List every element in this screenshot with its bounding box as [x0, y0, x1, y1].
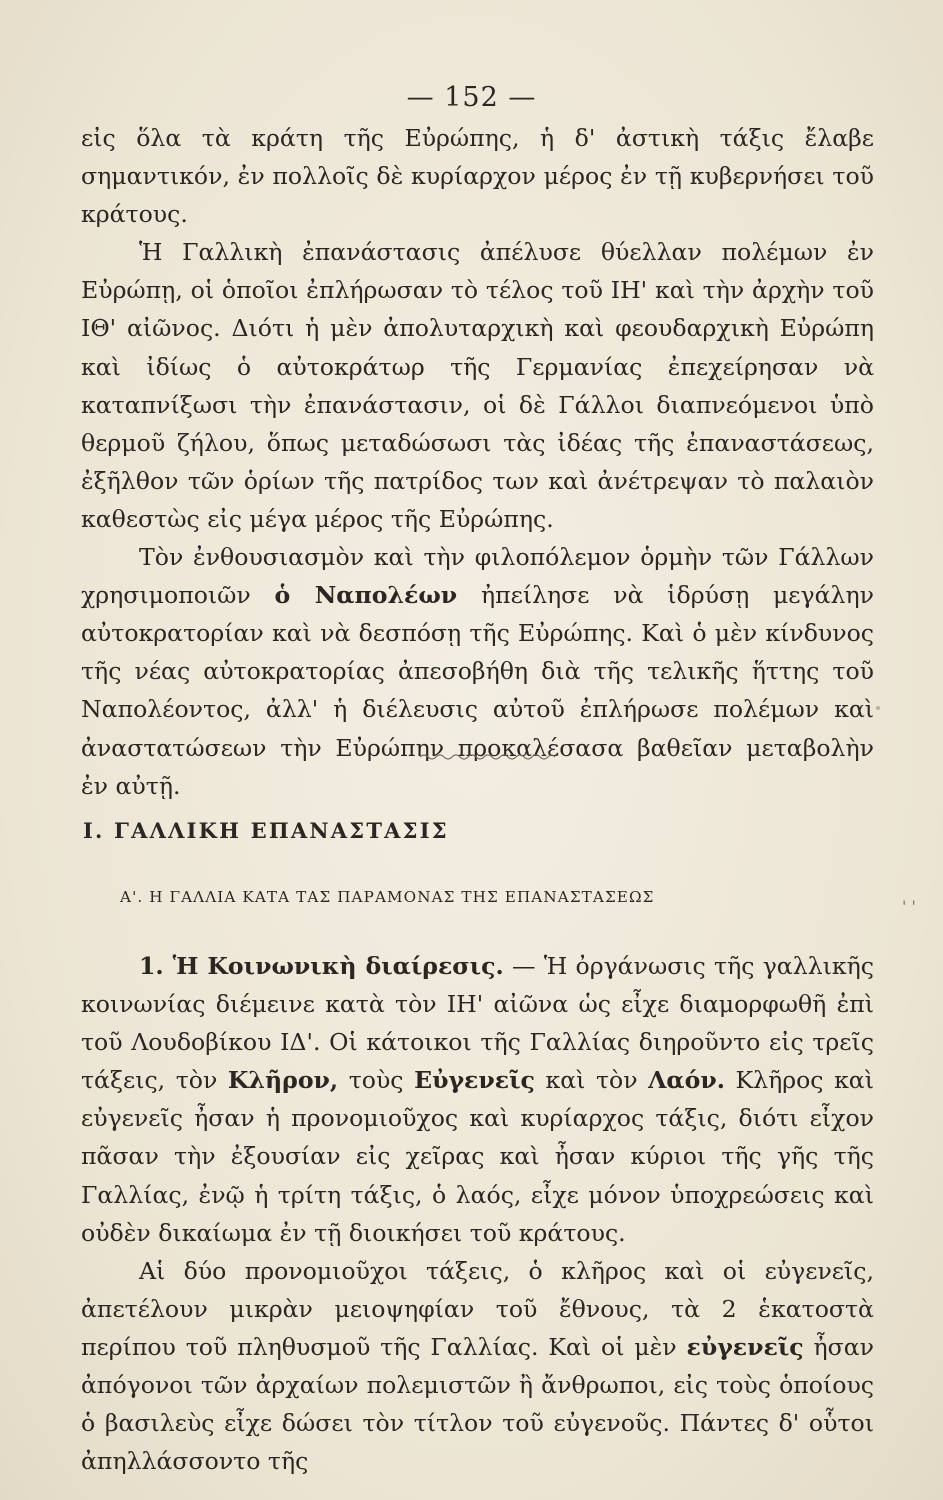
page-number: — 152 —: [406, 82, 537, 113]
paragraph-social-division: [81, 947, 874, 1252]
text-run: Κλῆρος καὶ εὐγενεῖς ἦσαν ἡ προνομιοῦχος καὶ κυρίαρχος τάξις, διότι εἶχον πᾶσαν τὴν ἐξουσίαν εἰς χεῖρας καὶ ἦσαν κύριοι τῆς γῆς τῆς Γαλλίας, ἐνῷ ἡ τρίτη τάξις, ὁ λαός, εἶχε μόνον ὑποχρεώσεις καὶ οὐδὲν δικαίωμα ἐν τῇ διοικήσει τοῦ κράτους.: [81, 1066, 874, 1247]
bold-term: Λαόν.: [648, 1066, 725, 1095]
paragraph-privileged-classes: [81, 1252, 874, 1481]
ink-dot: [876, 706, 880, 710]
text-run: ἠπείλησε νὰ ἱδρύσῃ μεγάλην αὐτοκρατορίαν καὶ νὰ δεσπόσῃ τῆς Εὐρώπης. Καὶ ὁ μὲν κίνδυνος τῆς νέας αὐτοκρατορίας ἀπεσοβήθη διὰ τῆς τελικῆς ἥττης τοῦ Ναπολέοντος, ἀλλ' ἡ διέλευσις αὐτοῦ ἐπλήρωσε πολέμων καὶ ἀναστατώσεων τὴν Εὐρώπην προκαλέσασα βαθεῖαν μεταβολὴν ἐν αὐτῇ.: [81, 581, 874, 800]
bold-term: 1. Ἡ Κοινωνικὴ διαίρεσις.: [139, 952, 504, 980]
text-run: Αἱ δύο προνομιοῦχοι τάξεις, ὁ κλῆρος καὶ οἱ εὐγενεῖς, ἀπετέλουν μικρὰν μειοψηφίαν τοῦ ἔθνους, τὰ 2 ἑκατοστὰ περίπου τοῦ πληθυσμοῦ τῆς Γαλλίας. Καὶ οἱ μὲν: [81, 1256, 874, 1361]
paragraph-3: [81, 538, 874, 805]
subsection-heading: Α'. Η ΓΑΛΛΙΑ ΚΑΤΑ ΤΑΣ ΠΑΡΑΜΟΝΑΣ ΤΗΣ ΕΠΑΝΑΣΤΑΣΕΩΣ: [120, 888, 655, 906]
bold-term: Κλῆρον,: [227, 1066, 339, 1095]
section-text-block: [81, 947, 874, 1480]
text-run: καὶ τὸν: [534, 1066, 649, 1095]
intro-text-block: [81, 119, 874, 805]
text-run: εἰς ὅλα τὰ κράτη τῆς Εὐρώπης, ἡ δ' ἀστικὴ τάξις ἔλαβε σημαντικόν, ἐν πολλοῖς δὲ κυρίαρχον μέρος ἐν τῇ κυβερνήσει τοῦ κράτους.: [81, 124, 874, 229]
paragraph-1: [81, 119, 874, 233]
bold-term: εὐγενεῖς: [686, 1332, 804, 1361]
wavy-divider: [420, 752, 555, 762]
text-run: ἦσαν ἀπόγονοι τῶν ἀρχαίων πολεμιστῶν ἢ ἄνθρωποι, εἰς τοὺς ὁποίους ὁ βασιλεὺς εἶχε δώσει τὸν τίτλον τοῦ εὐγενοῦς. Πάντες δ' οὗτοι ἀπηλλάσσοντο τῆς: [81, 1332, 874, 1476]
text-run: — Ἡ ὀργάνωσις τῆς γαλλικῆς κοινωνίας διέμεινε κατὰ τὸν ΙΗ' αἰῶνα ὡς εἶχε διαμορφωθῆ ἐπὶ τοῦ Λουδοβίκου ΙΔ'. Οἱ κάτοικοι τῆς Γαλλίας διηροῦντο εἰς τρεῖς τάξεις, τὸν: [81, 952, 874, 1095]
text-run: Τὸν ἐνθουσιασμὸν καὶ τὴν φιλοπόλεμον ὁρμὴν τῶν Γάλλων χρησιμοποιῶν: [81, 543, 874, 610]
text-run: Ἡ Γαλλικὴ ἐπανάστασις ἀπέλυσε θύελλαν πολέμων ἐν Εὐρώπῃ, οἱ ὁποῖοι ἐπλήρωσαν τὸ τέλος τοῦ ΙΗ' καὶ τὴν ἀρχὴν τοῦ ΙΘ' αἰῶνος. Διότι ἡ μὲν ἀπολυταρχικὴ καὶ φεουδαρχικὴ Εὐρώπη καὶ ἰδίως ὁ αὐτοκράτωρ τῆς Γερμανίας ἐπεχείρησαν νὰ καταπνίξωσι τὴν ἐπανάστασιν, οἱ δὲ Γάλλοι διαπνεόμενοι ὑπὸ θερμοῦ ζήλου, ὅπως μεταδώσωσι τὰς ἰδέας τῆς ἐπαναστάσεως, ἐξῆλθον τῶν ὁρίων τῆς πατρίδος των καὶ ἀνέτρεψαν τὸ παλαιὸν καθεστὼς εἰς μέγα μέρος τῆς Εὐρώπης.: [81, 238, 874, 533]
paragraph-2: [81, 233, 874, 538]
stray-mark: ' ': [902, 897, 916, 916]
section-heading: I. ΓΑΛΛΙΚΗ ΕΠΑΝΑΣΤΑΣΙΣ: [83, 818, 449, 843]
bold-term: Εὐγενεῖς: [414, 1066, 535, 1095]
bold-term: ὁ Ναπολέων: [274, 581, 458, 610]
text-run: τοὺς: [338, 1066, 415, 1095]
